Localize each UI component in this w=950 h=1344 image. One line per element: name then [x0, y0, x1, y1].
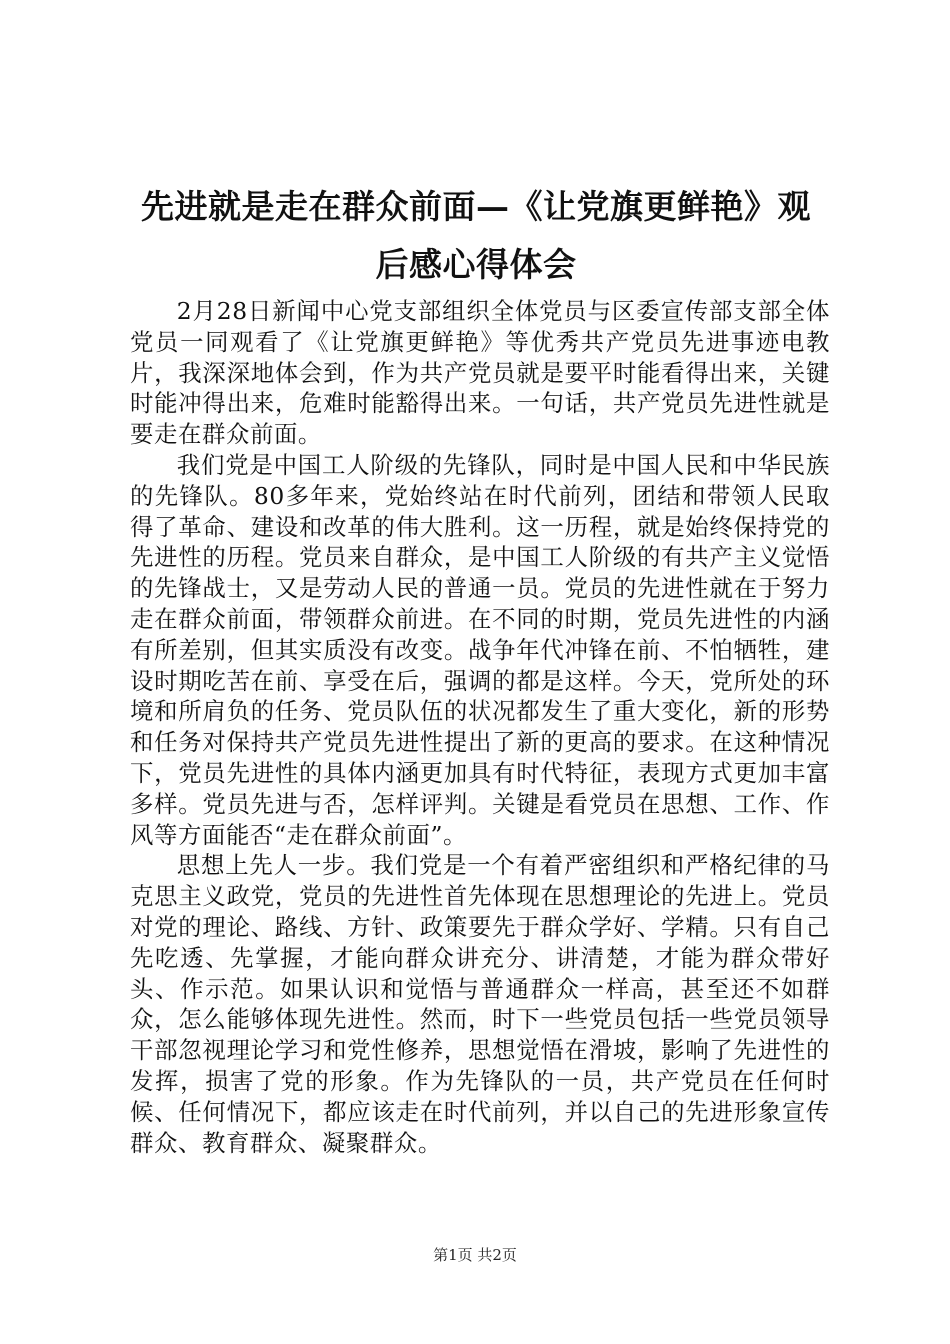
paragraph-2: 我们党是中国工人阶级的先锋队，同时是中国人民和中华民族的先锋队。80多年来，党始终站在时代前列，团结和带领人民取得了革命、建设和改革的伟大胜利。这一历程，就是始终保持党的先进性的历程。党员来自群众，是中国工人阶级的有共产主义觉悟的先锋战士，又是劳动人民的普通一员。党员的先进性就在于努力走在群众前面，带领群众前进。在不同的时期，党员先进性的内涵有所差别，但其实质没有改变。战争年代冲锋在前、不怕牺牲，建设时期吃苦在前、享受在后，强调的都是这样。今天，党所处的环境和所肩负的任务、党员队伍的状况都发生了重大变化，新的形势和任务对保持共产党员先进性提出了新的更高的要求。在这种情况下，党员先进性的具体内涵更加具有时代特征，表现方式更加丰富多样。党员先进与否，怎样评判。关键是看党员在思想、工作、作风等方面能否“走在群众前面”。	[130, 450, 830, 849]
document-title	[120, 178, 832, 294]
paragraph-3: 思想上先人一步。我们党是一个有着严密组织和严格纪律的马克思主义政党，党员的先进性首先体现在思想理论的先进上。党员对党的理论、路线、方针、政策要先于群众学好、学精。只有自己先吃透、先掌握，才能向群众讲充分、讲清楚，才能为群众带好头、作示范。如果认识和觉悟与普通群众一样高，甚至还不如群众，怎么能够体现先进性。然而，时下一些党员包括一些党员领导干部忽视理论学习和党性修养，思想觉悟在滑坡，影响了先进性的发挥，损害了党的形象。作为先锋队的一员，共产党员在任何时候、任何情况下，都应该走在时代前列，并以自己的先进形象宣传群众、教育群众、凝聚群众。	[130, 851, 830, 1157]
document-body	[130, 296, 830, 1158]
paragraph-1: 2月28日新闻中心党支部组织全体党员与区委宣传部支部全体党员一同观看了《让党旗更鲜艳》等优秀共产党员先进事迹电教片，我深深地体会到，作为共产党员就是要平时能看得出来，关键时能冲得出来，危难时能豁得出来。一句话，共产党员先进性就是要走在群众前面。	[130, 297, 830, 449]
title-line-2: 后感心得体会	[375, 245, 577, 284]
title-line-1: 先进就是走在群众前面—《让党旗更鲜艳》观	[141, 187, 811, 226]
page-footer: 第1页 共2页	[433, 1246, 517, 1264]
